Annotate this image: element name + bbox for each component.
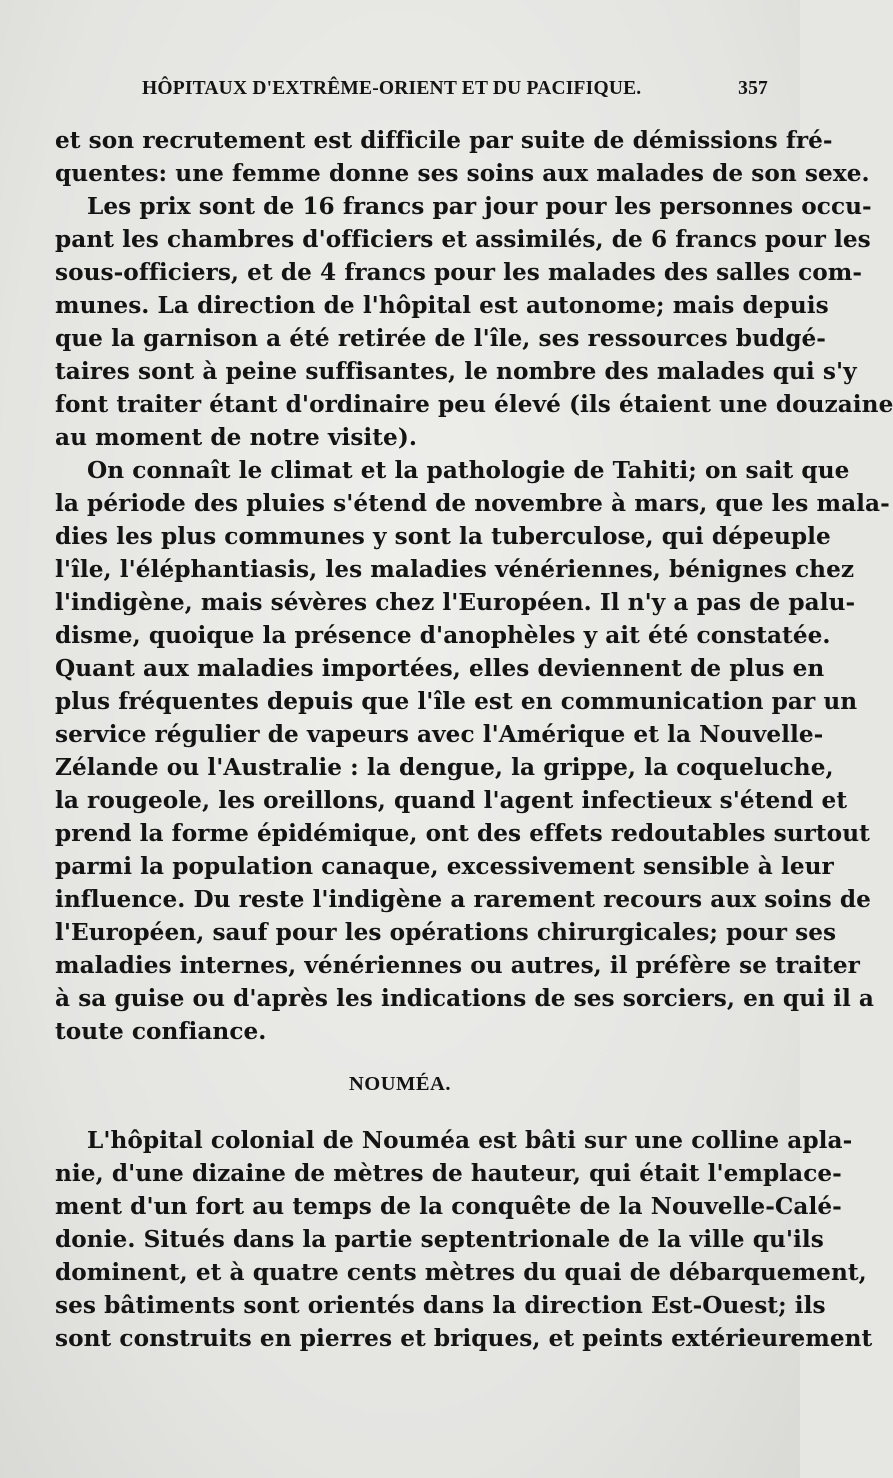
body-text-part2 — [55, 1124, 873, 1355]
text-line: taires sont à peine suffisantes, le nombre des malades qui s'y — [55, 358, 857, 385]
text-line: prend la forme épidémique, ont des effets redoutables surtout — [55, 820, 870, 847]
text-line: l'Européen, sauf pour les opérations chirurgicales; pour ses — [55, 919, 837, 946]
text-line: Zélande ou l'Australie : la dengue, la grippe, la coqueluche, — [55, 754, 834, 781]
paragraph — [55, 190, 893, 454]
text-line: munes. La direction de l'hôpital est autonome; mais depuis — [55, 292, 829, 319]
text-line: et son recrutement est difficile par suite de démissions fré- — [55, 127, 833, 154]
body-text-part1 — [55, 124, 893, 1048]
text-line: L'hôpital colonial de Nouméa est bâti sur une colline apla- — [87, 1127, 853, 1154]
paragraph — [55, 1124, 873, 1355]
text-line: influence. Du reste l'indigène a rarement recours aux soins de — [55, 886, 871, 913]
paragraph — [55, 454, 890, 1048]
text-line: ment d'un fort au temps de la conquête de la Nouvelle-Calé- — [55, 1193, 842, 1220]
text-line: disme, quoique la présence d'anophèles y ait été constatée. — [55, 622, 831, 649]
text-line: l'île, l'éléphantiasis, les maladies vénériennes, bénignes chez — [55, 556, 855, 583]
page-number: 357 — [738, 78, 768, 99]
text-line: parmi la population canaque, excessivement sensible à leur — [55, 853, 834, 880]
text-line: donie. Situés dans la partie septentrionale de la ville qu'ils — [55, 1226, 824, 1253]
text-line: nie, d'une dizaine de mètres de hauteur, qui était l'emplace- — [55, 1160, 842, 1187]
running-title: HÔPITAUX D'EXTRÊME-ORIENT ET DU PACIFIQUE. — [142, 78, 642, 99]
text-line: maladies internes, vénériennes ou autres, il préfère se traiter — [55, 952, 860, 979]
paragraph — [55, 124, 870, 190]
text-line: dominent, et à quatre cents mètres du quai de débarquement, — [55, 1259, 867, 1286]
text-line: Quant aux maladies importées, elles deviennent de plus en — [55, 655, 825, 682]
text-line: ses bâtiments sont orientés dans la direction Est-Ouest; ils — [55, 1292, 826, 1319]
text-line: au moment de notre visite). — [55, 424, 418, 451]
section-title: NOUMÉA. — [348, 1073, 451, 1095]
text-line: pant les chambres d'officiers et assimilés, de 6 francs pour les — [55, 226, 871, 253]
text-line: la période des pluies s'étend de novembre à mars, que les mala- — [55, 490, 890, 517]
text-line: dies les plus communes y sont la tuberculose, qui dépeuple — [55, 523, 831, 550]
text-line: service régulier de vapeurs avec l'Amérique et la Nouvelle- — [55, 721, 824, 748]
text-line: font traiter étant d'ordinaire peu élevé (ils étaient une douzaine — [55, 391, 893, 418]
text-line: à sa guise ou d'après les indications de ses sorciers, en qui il a — [55, 985, 874, 1012]
text-line: l'indigène, mais sévères chez l'Européen. Il n'y a pas de palu- — [55, 589, 856, 616]
text-line: quentes: une femme donne ses soins aux malades de son sexe. — [55, 160, 870, 187]
text-line: sont construits en pierres et briques, et peints extérieurement — [55, 1325, 873, 1352]
text-line: On connaît le climat et la pathologie de Tahiti; on sait que — [87, 457, 850, 484]
text-line: la rougeole, les oreillons, quand l'agent infectieux s'étend et — [55, 787, 848, 814]
text-line: toute confiance. — [55, 1018, 267, 1045]
text-line: Les prix sont de 16 francs par jour pour les personnes occu- — [87, 193, 872, 220]
page-header — [142, 78, 768, 112]
text-line: que la garnison a été retirée de l'île, ses ressources budgé- — [55, 325, 826, 352]
text-line: sous-officiers, et de 4 francs pour les malades des salles com- — [55, 259, 863, 286]
text-line: plus fréquentes depuis que l'île est en communication par un — [55, 688, 858, 715]
